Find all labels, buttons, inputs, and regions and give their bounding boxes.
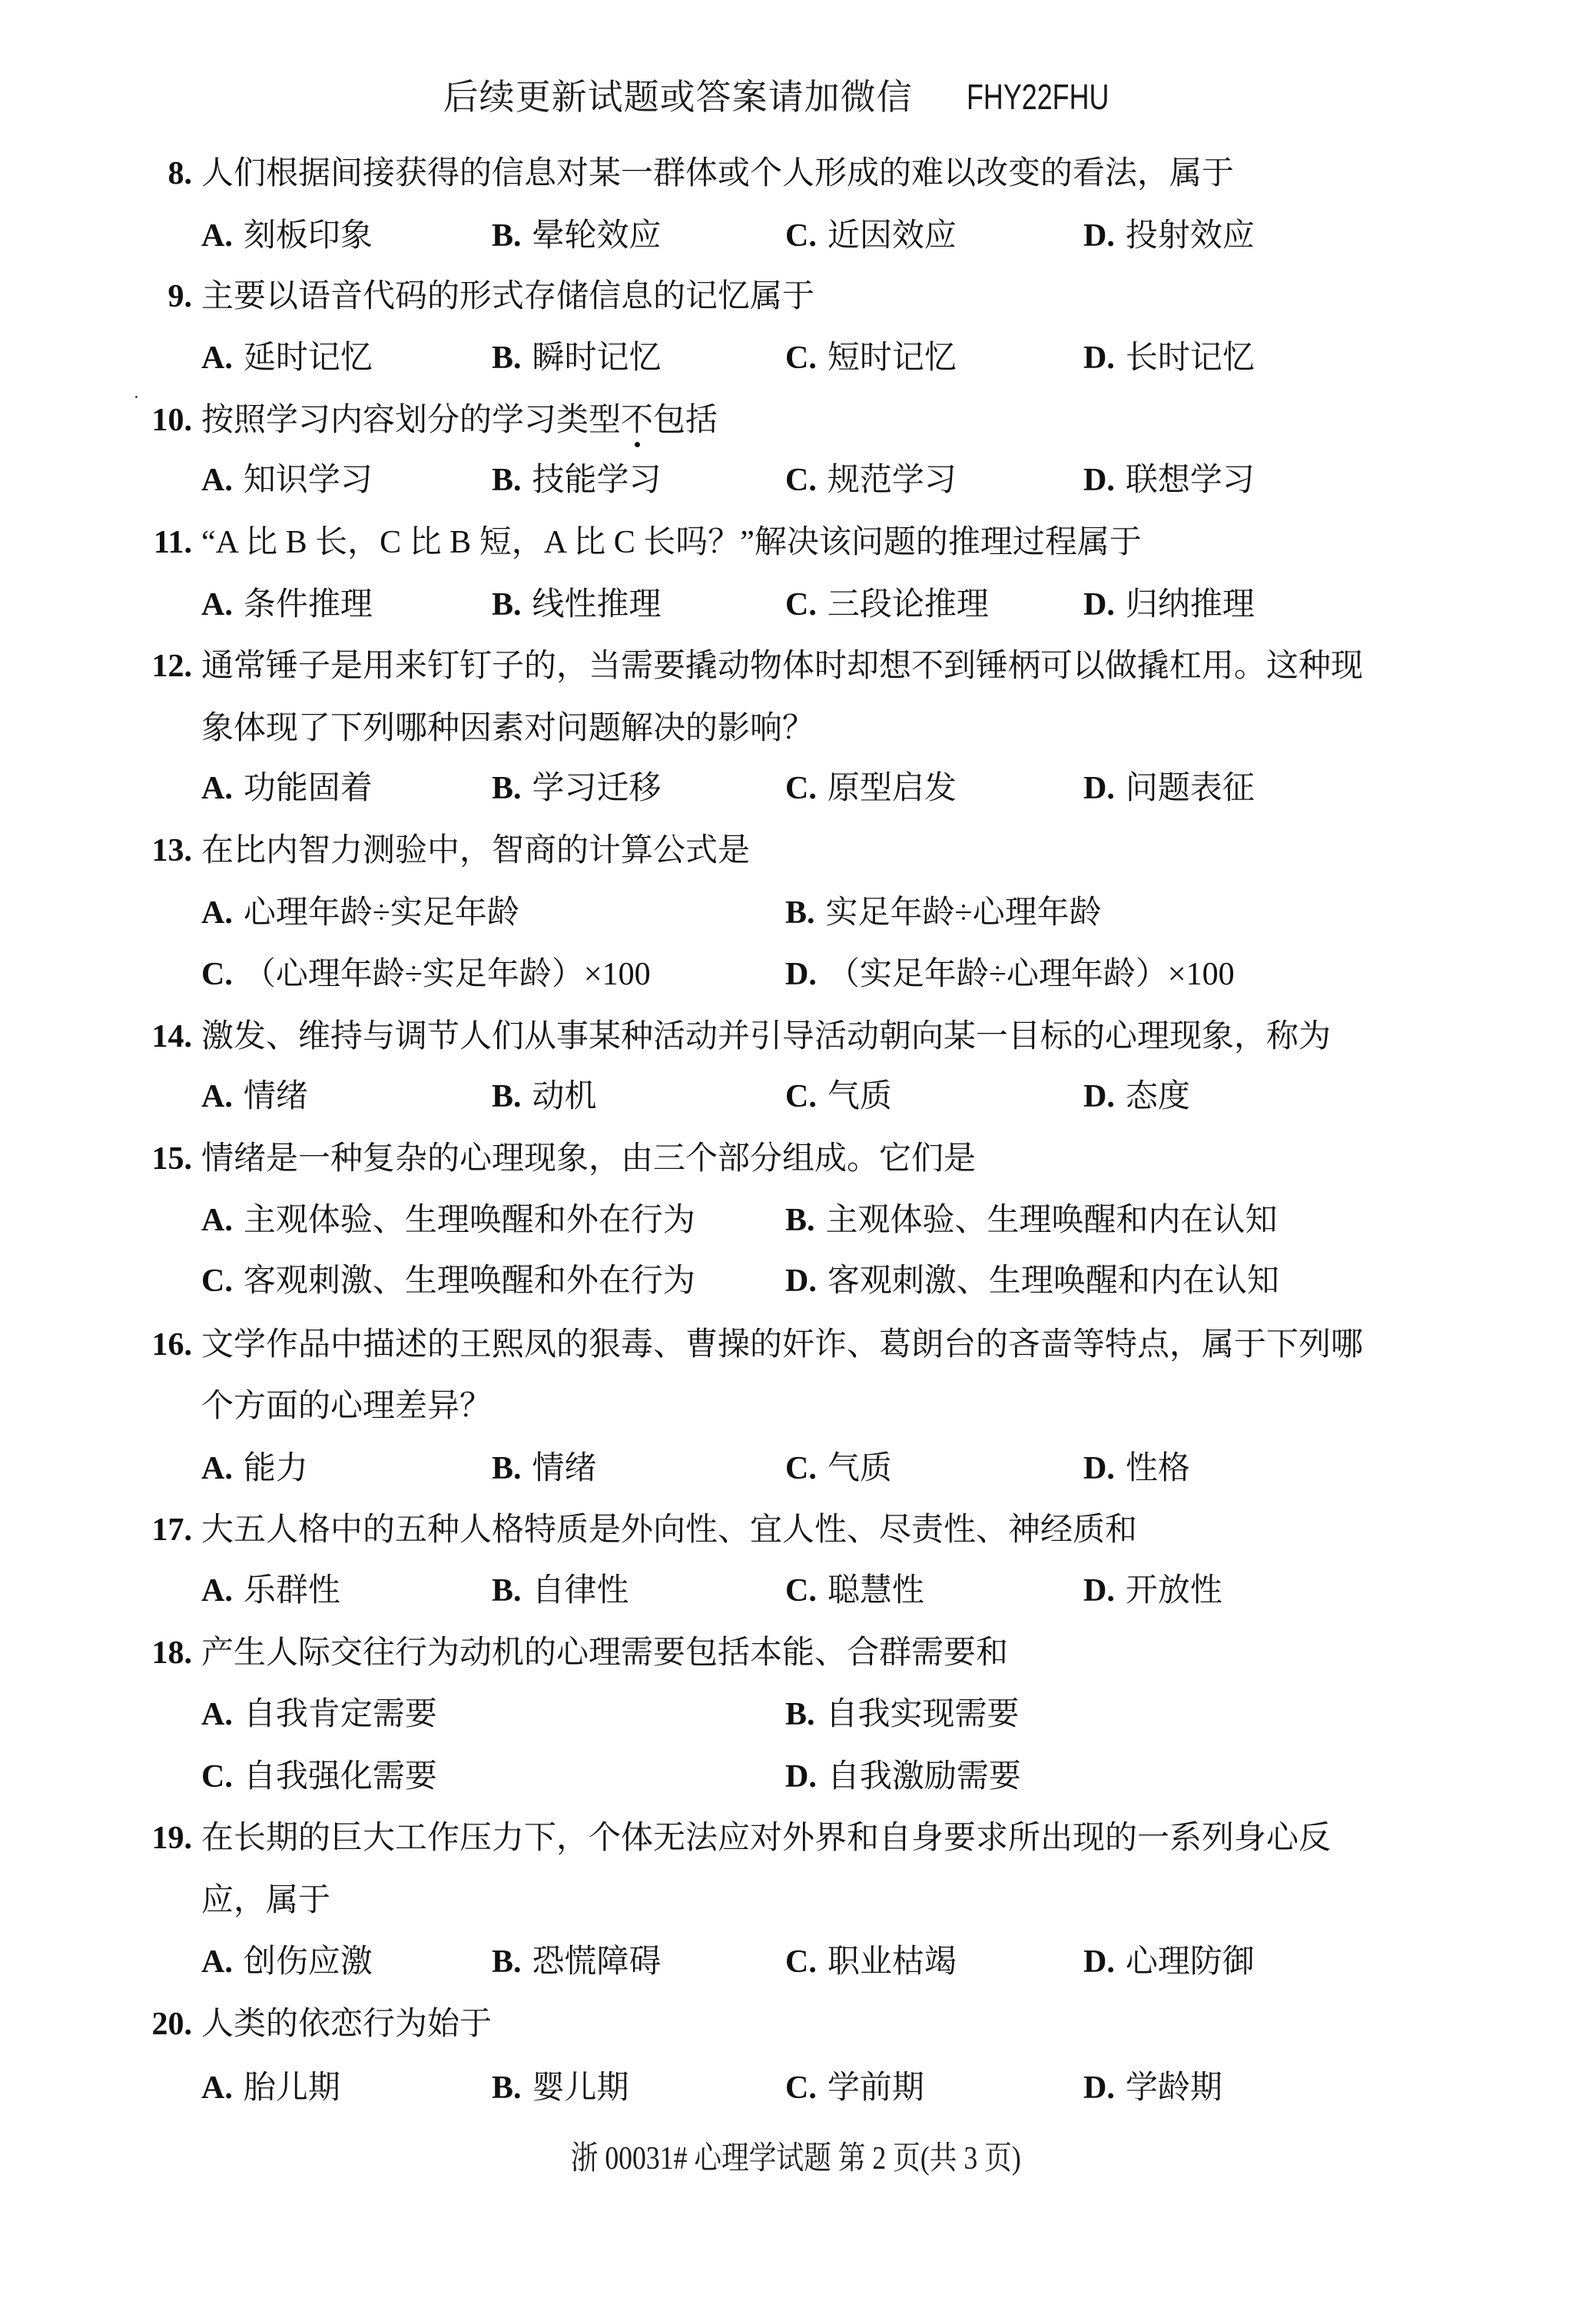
option-letter: C.	[201, 1759, 233, 1794]
option-letter: B.	[785, 895, 815, 931]
option-text: 联想学习	[1125, 463, 1255, 498]
option-text: 气质	[827, 1079, 892, 1114]
header-wechat-id: FHY22FHU	[966, 77, 1109, 117]
option-letter: A.	[201, 1203, 233, 1238]
option-c	[785, 586, 989, 624]
emphasized-word: 不	[621, 403, 654, 438]
option-text: 技能学习	[532, 463, 662, 498]
option-letter: D.	[1083, 1573, 1115, 1609]
option-text: 主观体验、生理唤醒和内在认知	[825, 1203, 1278, 1238]
option-b	[492, 461, 662, 500]
question-18	[0, 1634, 1592, 1672]
option-letter: B.	[785, 1697, 815, 1732]
option-letter: C.	[785, 463, 817, 498]
option-d	[1083, 1572, 1222, 1610]
option-c	[785, 461, 957, 500]
option-d	[785, 1262, 1279, 1300]
question-text: “A 比 B 长，C 比 B 短，A 比 C 长吗？”解决该问题的推理过程属于	[201, 525, 1142, 560]
option-letter: C.	[785, 218, 817, 254]
option-text: 近因效应	[827, 218, 957, 254]
option-d	[1083, 461, 1255, 500]
question-14	[0, 1018, 1592, 1056]
question-12-continued	[0, 709, 1592, 748]
option-text: 胎儿期	[243, 2070, 340, 2106]
option-text: 客观刺激、生理唤醒和内在认知	[827, 1263, 1279, 1299]
question-number: 18.	[151, 1635, 192, 1671]
question-number: 20.	[151, 2007, 192, 2042]
question-text-continued: 应，属于	[201, 1883, 331, 1918]
question-8-options	[0, 217, 1592, 255]
question-15	[0, 1140, 1592, 1178]
option-text: 三段论推理	[827, 587, 989, 622]
option-letter: C.	[785, 587, 817, 622]
question-text: 通常锤子是用来钉钉子的，当需要撬动物体时却想不到锤柄可以做撬杠用。这种现	[201, 649, 1364, 684]
question-text: 在比内智力测验中，智商的计算公式是	[201, 833, 751, 868]
question-14-options	[0, 1077, 1592, 1116]
question-10	[0, 401, 1592, 440]
option-d	[1083, 1449, 1190, 1488]
question-18-options-row1	[0, 1695, 1592, 1734]
option-letter: B.	[492, 2070, 522, 2106]
footer-page-info: 浙 00031# 心理学试题 第 2 页(共 3 页)	[570, 2141, 1022, 2176]
option-a	[201, 1695, 437, 1734]
option-letter: A.	[201, 771, 233, 806]
option-text: 气质	[827, 1451, 892, 1486]
option-letter: A.	[201, 2070, 233, 2106]
option-letter: B.	[492, 340, 522, 376]
option-letter: C.	[785, 771, 817, 806]
option-a	[201, 1449, 308, 1488]
option-text: 主观体验、生理唤醒和外在行为	[243, 1203, 695, 1238]
option-letter: B.	[492, 587, 522, 622]
question-13	[0, 832, 1592, 870]
option-c	[785, 2069, 924, 2107]
question-16-continued	[0, 1387, 1592, 1426]
question-20	[0, 2005, 1592, 2043]
question-text-continued: 个方面的心理差异？	[201, 1389, 493, 1424]
option-b	[492, 2069, 629, 2107]
option-a	[201, 586, 373, 624]
option-a	[201, 217, 373, 255]
option-text: 乐群性	[243, 1573, 340, 1609]
option-text: 晕轮效应	[532, 218, 662, 254]
option-text: 创伤应激	[243, 1944, 373, 1980]
option-letter: A.	[201, 895, 233, 931]
question-text: 文学作品中描述的王熙凤的狠毒、曹操的奸诈、葛朗台的吝啬等特点，属于下列哪	[201, 1327, 1364, 1363]
option-letter: D.	[1083, 587, 1115, 622]
option-text: 情绪	[532, 1451, 597, 1486]
option-d	[785, 1758, 1021, 1796]
option-a	[201, 339, 373, 377]
option-text: 自我肯定需要	[243, 1697, 437, 1732]
header-notice: 后续更新试题或答案请加微信	[443, 76, 913, 118]
option-letter: A.	[201, 1944, 233, 1980]
option-c	[785, 1943, 957, 1981]
option-letter: A.	[201, 340, 233, 376]
option-letter: B.	[492, 218, 522, 254]
question-text: 产生人际交往行为动机的心理需要包括本能、合群需要和	[201, 1635, 1009, 1671]
question-20-options	[0, 2069, 1592, 2107]
question-number: 14.	[151, 1019, 192, 1054]
option-letter: D.	[1083, 2070, 1115, 2106]
question-19	[0, 1819, 1592, 1858]
option-letter: A.	[201, 463, 233, 498]
question-number: 8.	[167, 156, 192, 191]
option-a	[201, 1572, 340, 1610]
option-text: 线性推理	[532, 587, 662, 622]
option-a	[201, 1077, 308, 1116]
option-b	[492, 1077, 597, 1116]
option-text: 自我实现需要	[825, 1697, 1020, 1732]
page-header	[0, 74, 1592, 120]
option-text: 动机	[532, 1079, 597, 1114]
option-text: 自我激励需要	[827, 1759, 1021, 1794]
option-c	[201, 1262, 695, 1300]
option-letter: A.	[201, 1573, 233, 1609]
option-text: 自我强化需要	[243, 1759, 437, 1794]
option-letter: D.	[785, 1759, 817, 1794]
option-b	[492, 339, 662, 377]
option-d	[1083, 1943, 1255, 1981]
option-letter: D.	[1083, 1079, 1115, 1114]
option-letter: B.	[492, 1944, 522, 1980]
option-c	[785, 769, 957, 808]
option-text: 原型启发	[827, 771, 957, 806]
option-letter: C.	[785, 1573, 817, 1609]
option-letter: C.	[785, 1451, 817, 1486]
option-d	[1083, 339, 1255, 377]
option-text: 婴儿期	[532, 2070, 629, 2106]
question-number: 16.	[151, 1327, 192, 1363]
option-letter: D.	[1083, 340, 1115, 376]
question-text: 激发、维持与调节人们从事某种活动并引导活动朝向某一目标的心理现象，称为	[201, 1019, 1332, 1054]
question-text: 主要以语音代码的形式存储信息的记忆属于	[201, 279, 815, 314]
question-number: 15.	[151, 1141, 192, 1177]
option-a	[201, 769, 373, 808]
option-text: 客观刺激、生理唤醒和外在行为	[243, 1263, 695, 1299]
option-a	[201, 461, 373, 500]
option-letter: B.	[492, 1079, 522, 1114]
question-11-options	[0, 586, 1592, 624]
option-text: 聪慧性	[827, 1573, 924, 1609]
option-d	[785, 955, 1235, 994]
question-number: 19.	[151, 1821, 192, 1856]
question-13-options-row2	[0, 955, 1592, 994]
option-letter: A.	[201, 1451, 233, 1486]
option-text: 开放性	[1125, 1573, 1222, 1609]
option-b	[492, 769, 662, 808]
option-text: 规范学习	[827, 463, 957, 498]
option-text: 情绪	[243, 1079, 308, 1114]
option-c	[785, 1077, 892, 1116]
option-text: 延时记忆	[243, 340, 373, 376]
option-b	[785, 1695, 1020, 1734]
option-text: 自律性	[532, 1573, 629, 1609]
question-number: 13.	[151, 833, 192, 868]
question-text: 人类的依恋行为始于	[201, 2007, 493, 2042]
option-c	[785, 217, 957, 255]
option-letter: D.	[1083, 463, 1115, 498]
option-d	[1083, 769, 1255, 808]
question-text	[201, 401, 718, 440]
option-text: 归纳推理	[1125, 587, 1255, 622]
option-text: 瞬时记忆	[532, 340, 662, 376]
option-c	[785, 1449, 892, 1488]
option-text: 条件推理	[243, 587, 373, 622]
option-letter: D.	[1083, 1451, 1115, 1486]
option-letter: C.	[201, 957, 233, 992]
option-b	[492, 217, 662, 255]
option-letter: D.	[1083, 1944, 1115, 1980]
option-text: 功能固着	[243, 771, 373, 806]
option-letter: D.	[1083, 771, 1115, 806]
option-text: 知识学习	[243, 463, 373, 498]
option-letter: B.	[785, 1203, 815, 1238]
scan-speck	[135, 396, 138, 398]
question-text-part: 按照学习内容划分的学习类型	[201, 403, 622, 438]
question-15-options-row1	[0, 1201, 1592, 1240]
question-text: 情绪是一种复杂的心理现象，由三个部分组成。它们是	[201, 1141, 977, 1177]
option-text: 学习迁移	[532, 771, 662, 806]
option-letter: B.	[492, 1451, 522, 1486]
question-10-options	[0, 461, 1592, 500]
option-c	[201, 955, 651, 994]
question-16	[0, 1326, 1592, 1364]
question-17-options	[0, 1572, 1592, 1610]
option-a	[201, 1943, 373, 1981]
option-a	[201, 2069, 340, 2107]
option-text: 职业枯竭	[827, 1944, 957, 1980]
option-letter: B.	[492, 1573, 522, 1609]
option-letter: A.	[201, 1079, 233, 1114]
option-text: （实足年龄÷心理年龄）×100	[827, 957, 1235, 992]
option-a	[201, 894, 519, 932]
question-text-part: 包括	[653, 403, 718, 438]
option-letter: A.	[201, 1697, 233, 1732]
option-b	[785, 1201, 1278, 1240]
question-text: 在长期的巨大工作压力下，个体无法应对外界和自身要求所出现的一系列身心反	[201, 1821, 1332, 1856]
question-12-options	[0, 769, 1592, 808]
option-letter: A.	[201, 218, 233, 254]
option-b	[492, 1449, 597, 1488]
option-letter: A.	[201, 587, 233, 622]
option-text: 问题表征	[1125, 771, 1255, 806]
option-d	[1083, 2069, 1222, 2107]
option-b	[492, 1572, 629, 1610]
question-16-options	[0, 1449, 1592, 1488]
question-8	[0, 154, 1592, 193]
option-text: 心理防御	[1125, 1944, 1255, 1980]
question-19-continued	[0, 1881, 1592, 1920]
option-letter: C.	[785, 2070, 817, 2106]
option-c	[785, 339, 957, 377]
option-text: 刻板印象	[243, 218, 373, 254]
option-text: 恐慌障碍	[532, 1944, 662, 1980]
option-b	[492, 586, 662, 624]
question-number: 9.	[167, 279, 192, 314]
question-9	[0, 277, 1592, 316]
option-text: 学前期	[827, 2070, 924, 2106]
option-letter: C.	[785, 1079, 817, 1114]
option-text: 投射效应	[1125, 218, 1255, 254]
option-text: 实足年龄÷心理年龄	[825, 895, 1102, 931]
question-text: 人们根据间接获得的信息对某一群体或个人形成的难以改变的看法，属于	[201, 156, 1235, 191]
option-letter: C.	[785, 340, 817, 376]
option-letter: D.	[785, 957, 817, 992]
option-letter: C.	[201, 1263, 233, 1299]
question-9-options	[0, 339, 1592, 377]
question-text-continued: 象体现了下列哪种因素对问题解决的影响？	[201, 711, 815, 746]
option-text: 短时记忆	[827, 340, 957, 376]
option-b	[492, 1943, 662, 1981]
option-d	[1083, 586, 1255, 624]
question-number: 11.	[153, 525, 192, 560]
question-number: 10.	[151, 403, 192, 438]
question-15-options-row2	[0, 1262, 1592, 1300]
option-text: 能力	[243, 1451, 308, 1486]
question-18-options-row2	[0, 1758, 1592, 1796]
question-17	[0, 1511, 1592, 1549]
question-11	[0, 523, 1592, 562]
option-text: 态度	[1125, 1079, 1190, 1114]
option-text: 性格	[1125, 1451, 1190, 1486]
question-19-options	[0, 1943, 1592, 1981]
option-letter: C.	[785, 1944, 817, 1980]
page-footer	[0, 2138, 1592, 2180]
option-a	[201, 1201, 695, 1240]
option-c	[785, 1572, 924, 1610]
question-number: 17.	[151, 1512, 192, 1548]
option-d	[1083, 217, 1255, 255]
question-number: 12.	[151, 649, 192, 684]
option-letter: B.	[492, 463, 522, 498]
question-text: 大五人格中的五种人格特质是外向性、宜人性、尽责性、神经质和	[201, 1512, 1138, 1548]
option-d	[1083, 1077, 1190, 1116]
option-b	[785, 894, 1102, 932]
option-text: （心理年龄÷实足年龄）×100	[243, 957, 651, 992]
question-13-options-row1	[0, 894, 1592, 932]
option-letter: B.	[492, 771, 522, 806]
option-text: 学龄期	[1125, 2070, 1222, 2106]
option-c	[201, 1758, 437, 1796]
option-text: 心理年龄÷实足年龄	[243, 895, 519, 931]
option-letter: D.	[1083, 218, 1115, 254]
option-letter: D.	[785, 1263, 817, 1299]
question-12	[0, 647, 1592, 686]
option-text: 长时记忆	[1125, 340, 1255, 376]
